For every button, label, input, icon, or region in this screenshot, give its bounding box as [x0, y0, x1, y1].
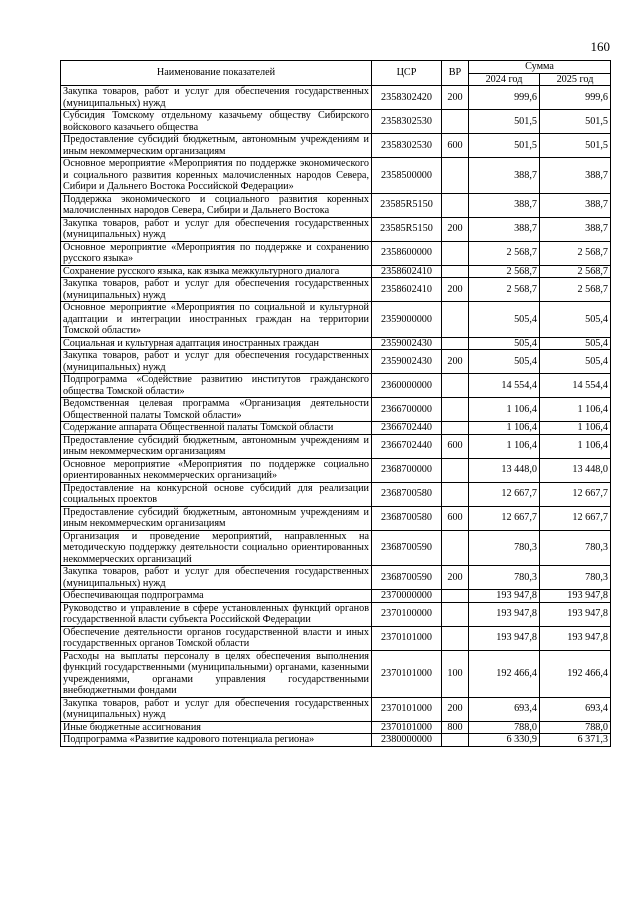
row-name: Обеспечение деятельности органов государственной власти и иных государственных органов Томской области [61, 626, 372, 650]
table-row [61, 721, 611, 734]
row-vr-code: 600 [442, 506, 469, 530]
row-vr-code [442, 158, 469, 194]
table-row [61, 482, 611, 506]
row-sum-2024: 505,4 [469, 350, 540, 374]
row-sum-2025: 505,4 [540, 337, 611, 350]
table-row [61, 697, 611, 721]
row-sum-2024: 388,7 [469, 193, 540, 217]
row-sum-2024: 693,4 [469, 697, 540, 721]
table-row [61, 278, 611, 302]
row-csr-code: 2368700000 [372, 458, 442, 482]
row-name: Подпрограмма «Содействие развитию институтов гражданского общества Томской области» [61, 374, 372, 398]
row-sum-2024: 501,5 [469, 134, 540, 158]
row-csr-code: 2358500000 [372, 158, 442, 194]
row-name: Субсидия Томскому отдельному казачьему обществу Сибирского войскового казачьего общества [61, 110, 372, 134]
row-sum-2024: 780,3 [469, 530, 540, 566]
table-header [61, 61, 611, 86]
row-name: Основное мероприятие «Мероприятия по поддержке и сохранению русского языка» [61, 241, 372, 265]
row-sum-2025: 193 947,8 [540, 626, 611, 650]
row-name: Организация и проведение мероприятий, направленных на методическую поддержку деятельности социально ориентированных некоммерческих организаций [61, 530, 372, 566]
row-name: Подпрограмма «Развитие кадрового потенциала региона» [61, 734, 372, 747]
table-row [61, 398, 611, 422]
row-sum-2024: 999,6 [469, 86, 540, 110]
header-sum: Сумма [469, 61, 611, 74]
row-csr-code: 2359002430 [372, 350, 442, 374]
row-name: Предоставление на конкурсной основе субсидий для реализации социальных проектов [61, 482, 372, 506]
row-sum-2025: 780,3 [540, 566, 611, 590]
row-sum-2024: 505,4 [469, 302, 540, 338]
row-sum-2025: 780,3 [540, 530, 611, 566]
row-csr-code: 2366700000 [372, 398, 442, 422]
row-sum-2024: 14 554,4 [469, 374, 540, 398]
row-sum-2024: 1 106,4 [469, 422, 540, 435]
table-row [61, 110, 611, 134]
row-vr-code [442, 422, 469, 435]
table-row [61, 193, 611, 217]
row-sum-2025: 193 947,8 [540, 602, 611, 626]
row-csr-code: 2368700590 [372, 566, 442, 590]
row-sum-2024: 193 947,8 [469, 590, 540, 603]
row-sum-2024: 501,5 [469, 110, 540, 134]
row-sum-2024: 12 667,7 [469, 506, 540, 530]
row-csr-code: 2358602410 [372, 265, 442, 278]
row-csr-code: 2358302530 [372, 134, 442, 158]
row-sum-2024: 2 568,7 [469, 278, 540, 302]
row-name: Закупка товаров, работ и услуг для обеспечения государственных (муниципальных) нужд [61, 278, 372, 302]
row-name: Предоставление субсидий бюджетным, автономным учреждениям и иным некоммерческим организациям [61, 506, 372, 530]
table-row [61, 337, 611, 350]
row-vr-code: 200 [442, 350, 469, 374]
row-sum-2025: 13 448,0 [540, 458, 611, 482]
row-vr-code: 800 [442, 721, 469, 734]
table-row [61, 458, 611, 482]
row-sum-2024: 193 947,8 [469, 602, 540, 626]
row-vr-code [442, 734, 469, 747]
table-row [61, 241, 611, 265]
row-csr-code: 2370000000 [372, 590, 442, 603]
row-vr-code: 200 [442, 217, 469, 241]
row-csr-code: 2358602410 [372, 278, 442, 302]
row-csr-code: 23585R5150 [372, 217, 442, 241]
table-row [61, 350, 611, 374]
row-name: Закупка товаров, работ и услуг для обеспечения государственных (муниципальных) нужд [61, 86, 372, 110]
row-vr-code: 600 [442, 134, 469, 158]
row-vr-code: 200 [442, 86, 469, 110]
row-name: Сохранение русского языка, как языка межкультурного диалога [61, 265, 372, 278]
row-sum-2025: 505,4 [540, 350, 611, 374]
row-csr-code: 2370101000 [372, 626, 442, 650]
row-csr-code: 2368700590 [372, 530, 442, 566]
row-csr-code: 2359000000 [372, 302, 442, 338]
row-sum-2024: 1 106,4 [469, 398, 540, 422]
row-vr-code: 100 [442, 650, 469, 697]
row-sum-2025: 2 568,7 [540, 278, 611, 302]
row-csr-code: 2370100000 [372, 602, 442, 626]
row-sum-2025: 14 554,4 [540, 374, 611, 398]
table-row [61, 134, 611, 158]
row-sum-2024: 2 568,7 [469, 241, 540, 265]
row-name: Закупка товаров, работ и услуг для обеспечения государственных (муниципальных) нужд [61, 566, 372, 590]
row-name: Предоставление субсидий бюджетным, автономным учреждениям и иным некоммерческим организациям [61, 134, 372, 158]
row-csr-code: 2358600000 [372, 241, 442, 265]
header-year-2024: 2024 год [469, 73, 540, 86]
row-csr-code: 2366702440 [372, 434, 442, 458]
table-row [61, 566, 611, 590]
row-name: Социальная и культурная адаптация иностранных граждан [61, 337, 372, 350]
row-sum-2024: 2 568,7 [469, 265, 540, 278]
row-sum-2024: 193 947,8 [469, 626, 540, 650]
row-vr-code [442, 337, 469, 350]
row-vr-code [442, 590, 469, 603]
row-sum-2025: 693,4 [540, 697, 611, 721]
row-csr-code: 2366702440 [372, 422, 442, 435]
row-sum-2025: 388,7 [540, 158, 611, 194]
row-sum-2025: 999,6 [540, 86, 611, 110]
row-sum-2024: 1 106,4 [469, 434, 540, 458]
row-name: Основное мероприятие «Мероприятия по социальной и культурной адаптации и интеграции иностранных граждан на территории Томской области» [61, 302, 372, 338]
row-sum-2025: 501,5 [540, 134, 611, 158]
table-row [61, 374, 611, 398]
row-sum-2025: 501,5 [540, 110, 611, 134]
row-sum-2024: 12 667,7 [469, 482, 540, 506]
row-sum-2025: 2 568,7 [540, 265, 611, 278]
table-row [61, 86, 611, 110]
page-number: 160 [590, 39, 610, 54]
header-name: Наименование показателей [61, 61, 372, 86]
row-sum-2025: 192 466,4 [540, 650, 611, 697]
table-row [61, 422, 611, 435]
table-row [61, 158, 611, 194]
header-csr: ЦСР [372, 61, 442, 86]
row-csr-code: 2370101000 [372, 697, 442, 721]
row-name: Основное мероприятие «Мероприятия по поддержке социально ориентированных некоммерческих организаций» [61, 458, 372, 482]
row-vr-code [442, 602, 469, 626]
row-sum-2024: 505,4 [469, 337, 540, 350]
row-sum-2024: 192 466,4 [469, 650, 540, 697]
row-sum-2025: 12 667,7 [540, 482, 611, 506]
row-sum-2024: 388,7 [469, 217, 540, 241]
header-year-2025: 2025 год [540, 73, 611, 86]
row-name: Иные бюджетные ассигнования [61, 721, 372, 734]
row-sum-2025: 505,4 [540, 302, 611, 338]
row-csr-code: 2368700580 [372, 482, 442, 506]
row-sum-2025: 1 106,4 [540, 422, 611, 435]
row-name: Закупка товаров, работ и услуг для обеспечения государственных (муниципальных) нужд [61, 217, 372, 241]
row-name: Закупка товаров, работ и услуг для обеспечения государственных (муниципальных) нужд [61, 350, 372, 374]
row-sum-2025: 1 106,4 [540, 434, 611, 458]
row-vr-code: 200 [442, 278, 469, 302]
row-vr-code [442, 626, 469, 650]
row-sum-2025: 12 667,7 [540, 506, 611, 530]
row-name: Ведомственная целевая программа «Организация деятельности Общественной палаты Томской области» [61, 398, 372, 422]
row-vr-code [442, 110, 469, 134]
row-vr-code [442, 482, 469, 506]
row-csr-code: 2370101000 [372, 650, 442, 697]
table-row [61, 602, 611, 626]
table-row [61, 506, 611, 530]
row-name: Поддержка экономического и социального развития коренных малочисленных народов Севера, Сибири и Дальнего Востока [61, 193, 372, 217]
row-vr-code [442, 458, 469, 482]
row-csr-code: 2358302530 [372, 110, 442, 134]
row-csr-code: 2370101000 [372, 721, 442, 734]
row-csr-code: 2360000000 [372, 374, 442, 398]
row-name: Расходы на выплаты персоналу в целях обеспечения выполнения функций государственными (муниципальными) органами, казенными учреждениями, органами управления государственными внебюджетными фондами [61, 650, 372, 697]
row-name: Обеспечивающая подпрограмма [61, 590, 372, 603]
row-sum-2025: 788,0 [540, 721, 611, 734]
row-sum-2024: 13 448,0 [469, 458, 540, 482]
table-row [61, 590, 611, 603]
row-sum-2025: 388,7 [540, 193, 611, 217]
row-sum-2024: 388,7 [469, 158, 540, 194]
row-sum-2024: 788,0 [469, 721, 540, 734]
row-vr-code [442, 193, 469, 217]
row-vr-code: 600 [442, 434, 469, 458]
row-vr-code [442, 374, 469, 398]
row-name: Содержание аппарата Общественной палаты Томской области [61, 422, 372, 435]
row-sum-2025: 6 371,3 [540, 734, 611, 747]
row-sum-2025: 1 106,4 [540, 398, 611, 422]
table-row [61, 650, 611, 697]
row-sum-2025: 193 947,8 [540, 590, 611, 603]
table-row [61, 217, 611, 241]
row-sum-2025: 388,7 [540, 217, 611, 241]
table-row [61, 734, 611, 747]
row-csr-code: 2368700580 [372, 506, 442, 530]
row-vr-code [442, 302, 469, 338]
row-vr-code [442, 265, 469, 278]
row-vr-code [442, 530, 469, 566]
table-row [61, 265, 611, 278]
table-row [61, 434, 611, 458]
row-csr-code: 2358302420 [372, 86, 442, 110]
row-vr-code: 200 [442, 566, 469, 590]
row-name: Закупка товаров, работ и услуг для обеспечения государственных (муниципальных) нужд [61, 697, 372, 721]
row-name: Основное мероприятие «Мероприятия по поддержке экономического и социального развития коренных малочисленных народов Севера, Сибири и Дальнего Востока Российской Федерации» [61, 158, 372, 194]
row-sum-2025: 2 568,7 [540, 241, 611, 265]
row-vr-code: 200 [442, 697, 469, 721]
row-vr-code [442, 398, 469, 422]
header-vr: ВР [442, 61, 469, 86]
row-sum-2024: 6 330,9 [469, 734, 540, 747]
row-name: Предоставление субсидий бюджетным, автономным учреждениям и иным некоммерческим организациям [61, 434, 372, 458]
table-row [61, 530, 611, 566]
row-csr-code: 23585R5150 [372, 193, 442, 217]
table-row [61, 302, 611, 338]
row-sum-2024: 780,3 [469, 566, 540, 590]
table-row [61, 626, 611, 650]
row-vr-code [442, 241, 469, 265]
row-name: Руководство и управление в сфере установленных функций органов государственной власти субъекта Российской Федерации [61, 602, 372, 626]
row-csr-code: 2359002430 [372, 337, 442, 350]
row-csr-code: 2380000000 [372, 734, 442, 747]
budget-table [60, 60, 611, 747]
table-body [61, 86, 611, 747]
